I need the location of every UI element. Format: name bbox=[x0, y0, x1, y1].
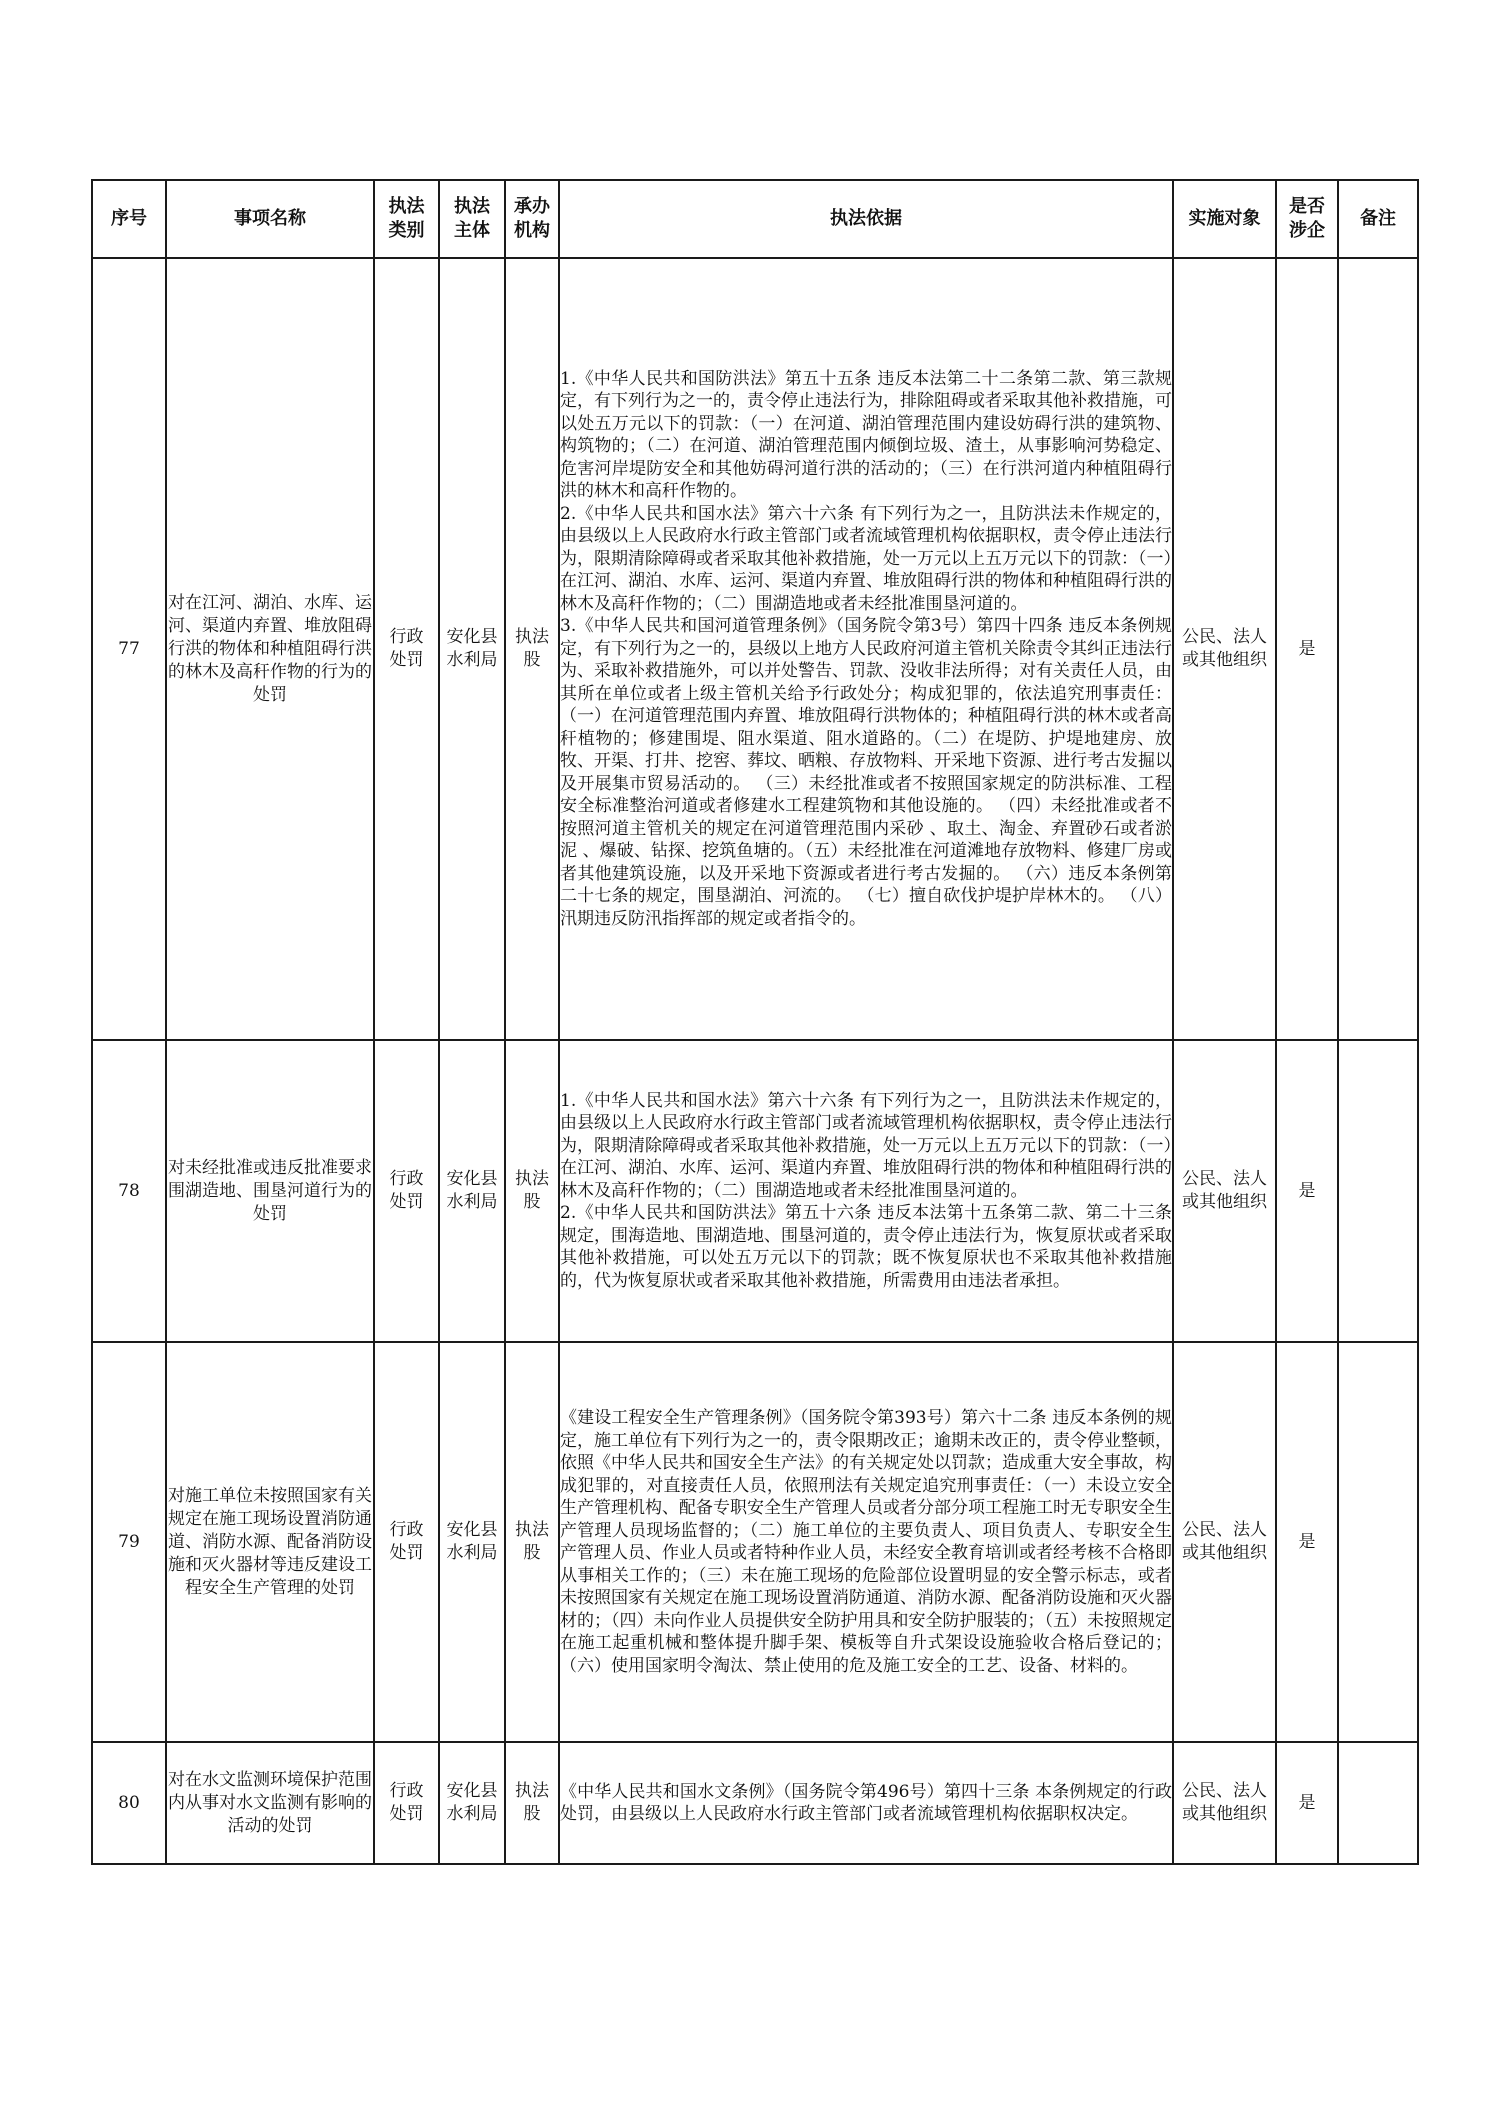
row-category bbox=[374, 1040, 439, 1342]
row-category-text: 行政处罚 bbox=[389, 1169, 424, 1212]
row-subject bbox=[439, 1342, 505, 1742]
header-category bbox=[374, 180, 439, 258]
row-office bbox=[505, 1040, 559, 1342]
header-enterprise-text: 是否涉企 bbox=[1289, 196, 1325, 241]
row-office bbox=[505, 258, 559, 1040]
row-subject-text: 安化县水利局 bbox=[446, 1169, 498, 1212]
row-target: 公民、法人或其他组织 bbox=[1173, 1040, 1276, 1342]
row-category-text: 行政处罚 bbox=[389, 1781, 424, 1824]
row-target: 公民、法人或其他组织 bbox=[1173, 1742, 1276, 1864]
row-office-text: 执法股 bbox=[514, 1781, 549, 1824]
row-subject-text: 安化县水利局 bbox=[446, 1781, 498, 1824]
row-name: 对施工单位未按照国家有关规定在施工现场设置消防通道、消防水源、配备消防设施和灭火器材等违反建设工程安全生产管理的处罚 bbox=[166, 1342, 374, 1742]
row-enterprise: 是 bbox=[1276, 1342, 1338, 1742]
row-target: 公民、法人或其他组织 bbox=[1173, 258, 1276, 1040]
row-enterprise: 是 bbox=[1276, 258, 1338, 1040]
basis-paragraph: 1.《中华人民共和国防洪法》第五十五条 违反本法第二十二条第二款、第三款规定，有下列行为之一的，责令停止违法行为，排除阻碍或者采取其他补救措施，可以处五万元以下的罚款：（一）在河道、湖泊管理范围内建设妨碍行洪的建筑物、构筑物的；（二）在河道、湖泊管理范围内倾倒垃圾、渣土，从事影响河势稳定、危害河岸堤防安全和其他妨碍河道行洪的活动的；（三）在行洪河道内种植阻碍行洪的林木和高秆作物的。 bbox=[560, 368, 1172, 502]
row-office-text: 执法股 bbox=[514, 1169, 549, 1212]
header-subject-text: 执法主体 bbox=[454, 196, 490, 241]
basis-paragraph: 3.《中华人民共和国河道管理条例》（国务院令第3号）第四十四条 违反本条例规定，有下列行为之一的，县级以上地方人民政府河道主管机关除责令其纠正违法行为、采取补救措施外，可以并处警告、罚款、没收非法所得；对有关责任人员，由其所在单位或者上级主管机关给予行政处分；构成犯罪的，依法追究刑事责任：（一）在河道管理范围内弃置、堆放阻碍行洪物体的；种植阻碍行洪的林木或者高秆植物的；修建围堤、阻水渠道、阻水道路的。（二）在堤防、护堤地建房、放牧、开渠、打井、挖窖、葬坟、晒粮、存放物料、开采地下资源、进行考古发掘以及开展集市贸易活动的。 （三）未经批准或者不按照国家规定的防洪标准、工程安全标准整治河道或者修建水工程建筑物和其他设施的。 （四）未经批准或者不按照河道主管机关的规定在河道管理范围内采砂 、取土、淘金、弃置砂石或者淤泥 、爆破、钻探、挖筑鱼塘的。（五）未经批准在河道滩地存放物料、修建厂房或者其他建筑设施，以及开采地下资源或者进行考古发掘的。 （六）违反本条例第二十七条的规定，围垦湖泊、河流的。 （七）擅自砍伐护堤护岸林木的。 （八）汛期违反防汛指挥部的规定或者指令的。 bbox=[560, 616, 1172, 929]
basis-paragraph: 2.《中华人民共和国防洪法》第五十六条 违反本法第十五条第二款、第二十三条规定，围海造地、围湖造地、围垦河道的，责令停止违法行为，恢复原状或者采取其他补救措施，可以处五万元以下的罚款；既不恢复原状也不采取其他补救措施的，代为恢复原状或者采取其他补救措施，所需费用由违法者承担。 bbox=[560, 1203, 1172, 1291]
row-category-text: 行政处罚 bbox=[389, 627, 424, 670]
row-no: 78 bbox=[92, 1040, 166, 1342]
row-subject bbox=[439, 258, 505, 1040]
header-remark: 备注 bbox=[1338, 180, 1418, 258]
header-no: 序号 bbox=[92, 180, 166, 258]
row-basis bbox=[559, 258, 1173, 1040]
row-basis bbox=[559, 1742, 1173, 1864]
row-remark bbox=[1338, 258, 1418, 1040]
row-no: 79 bbox=[92, 1342, 166, 1742]
row-remark bbox=[1338, 1742, 1418, 1864]
row-basis bbox=[559, 1040, 1173, 1342]
header-office-text: 承办机构 bbox=[514, 196, 550, 241]
row-subject bbox=[439, 1040, 505, 1342]
row-target: 公民、法人或其他组织 bbox=[1173, 1342, 1276, 1742]
table-row bbox=[92, 258, 1418, 1040]
row-office bbox=[505, 1742, 559, 1864]
row-subject bbox=[439, 1742, 505, 1864]
basis-paragraph: 2.《中华人民共和国水法》第六十六条 有下列行为之一，且防洪法未作规定的，由县级以上人民政府水行政主管部门或者流域管理机构依据职权，责令停止违法行为，限期清除障碍或者采取其他补救措施，处一万元以上五万元以下的罚款：（一）在江河、湖泊、水库、运河、渠道内弃置、堆放阻碍行洪的物体和种植阻碍行洪的林木及高秆作物的；（二）围湖造地或者未经批准围垦河道的。 bbox=[560, 503, 1172, 614]
basis-paragraph: 《建设工程安全生产管理条例》（国务院令第393号）第六十二条 违反本条例的规定，施工单位有下列行为之一的，责令限期改正；逾期未改正的，责令停业整顿，依照《中华人民共和国安全生产法》的有关规定处以罚款；造成重大安全事故，构成犯罪的，对直接责任人员，依照刑法有关规定追究刑事责任：（一）未设立安全生产管理机构、配备专职安全生产管理人员或者分部分项工程施工时无专职安全生产管理人员现场监督的；（二）施工单位的主要负责人、项目负责人、专职安全生产管理人员、作业人员或者特种作业人员，未经安全教育培训或者经考核不合格即从事相关工作的；（三）未在施工现场的危险部位设置明显的安全警示标志，或者未按照国家有关规定在施工现场设置消防通道、消防水源、配备消防设施和灭火器材的；（四）未向作业人员提供安全防护用具和安全防护服装的；（五）未按照规定在施工起重机械和整体提升脚手架、模板等自升式架设设施验收合格后登记的；（六）使用国家明令淘汰、禁止使用的危及施工安全的工艺、设备、材料的。 bbox=[560, 1408, 1172, 1676]
header-enterprise bbox=[1276, 180, 1338, 258]
header-category-text: 执法类别 bbox=[388, 196, 425, 241]
row-remark bbox=[1338, 1040, 1418, 1342]
header-name: 事项名称 bbox=[166, 180, 374, 258]
header-row bbox=[92, 180, 1418, 258]
row-subject-text: 安化县水利局 bbox=[446, 627, 498, 670]
table-row bbox=[92, 1040, 1418, 1342]
table-row bbox=[92, 1742, 1418, 1864]
row-subject-text: 安化县水利局 bbox=[446, 1520, 498, 1563]
row-basis bbox=[559, 1342, 1173, 1742]
row-no: 80 bbox=[92, 1742, 166, 1864]
row-name: 对在江河、湖泊、水库、运河、渠道内弃置、堆放阻碍行洪的物体和种植阻碍行洪的林木及高秆作物的行为的处罚 bbox=[166, 258, 374, 1040]
table-row bbox=[92, 1342, 1418, 1742]
row-office-text: 执法股 bbox=[514, 627, 549, 670]
row-no: 77 bbox=[92, 258, 166, 1040]
row-category bbox=[374, 258, 439, 1040]
row-office bbox=[505, 1342, 559, 1742]
row-office-text: 执法股 bbox=[514, 1520, 549, 1563]
row-category bbox=[374, 1742, 439, 1864]
row-category bbox=[374, 1342, 439, 1742]
row-name: 对未经批准或违反批准要求围湖造地、围垦河道行为的处罚 bbox=[166, 1040, 374, 1342]
header-target: 实施对象 bbox=[1173, 180, 1276, 258]
row-remark bbox=[1338, 1342, 1418, 1742]
row-category-text: 行政处罚 bbox=[389, 1520, 424, 1563]
row-enterprise: 是 bbox=[1276, 1742, 1338, 1864]
basis-paragraph: 1.《中华人民共和国水法》第六十六条 有下列行为之一，且防洪法未作规定的，由县级以上人民政府水行政主管部门或者流域管理机构依据职权，责令停止违法行为，限期清除障碍或者采取其他补救措施，处一万元以上五万元以下的罚款：（一）在江河、湖泊、水库、运河、渠道内弃置、堆放阻碍行洪的物体和种植阻碍行洪的林木及高秆作物的；（二）围湖造地或者未经批准围垦河道的。 bbox=[560, 1090, 1172, 1201]
row-enterprise: 是 bbox=[1276, 1040, 1338, 1342]
law-enforcement-table bbox=[91, 179, 1419, 1865]
header-office bbox=[505, 180, 559, 258]
row-name: 对在水文监测环境保护范围内从事对水文监测有影响的活动的处罚 bbox=[166, 1742, 374, 1864]
header-subject bbox=[439, 180, 505, 258]
basis-paragraph: 《中华人民共和国水文条例》（国务院令第496号）第四十三条 本条例规定的行政处罚，由县级以上人民政府水行政主管部门或者流域管理机构依据职权决定。 bbox=[560, 1781, 1172, 1824]
header-basis: 执法依据 bbox=[559, 180, 1173, 258]
